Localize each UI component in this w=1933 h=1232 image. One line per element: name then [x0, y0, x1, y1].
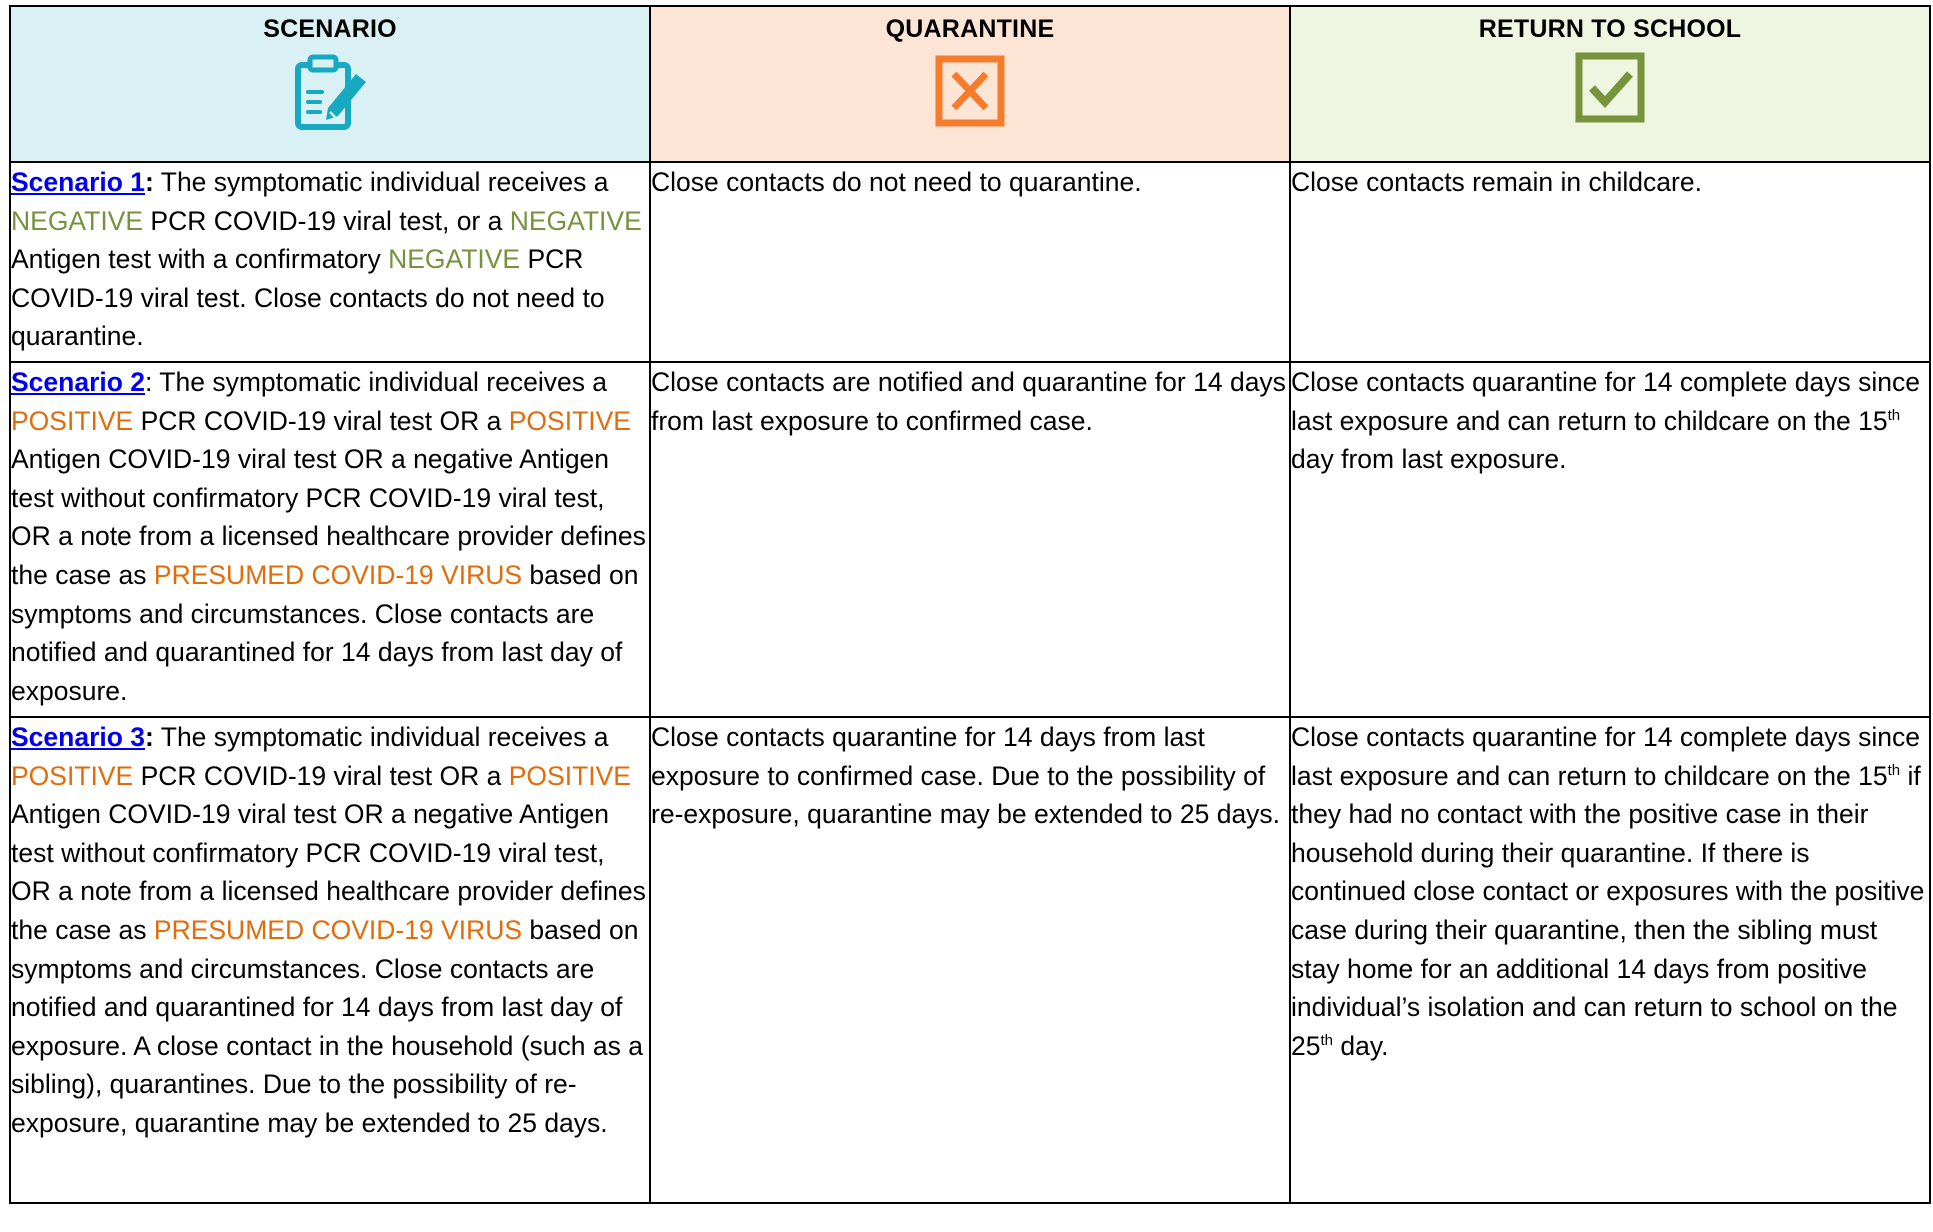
scenario-text: Antigen test with a confirmatory	[11, 244, 389, 275]
quarantine-text: Close contacts are notified and quarantine for 14 days from last exposure to confirmed case.	[651, 367, 1286, 436]
return-header-title: RETURN TO SCHOOL	[1478, 15, 1742, 43]
ordinal-suffix: th	[1887, 406, 1901, 424]
positive-keyword: POSITIVE	[11, 405, 134, 436]
table-row	[10, 362, 1930, 717]
page-cut-edge	[0, 1227, 1933, 1232]
quarantine-header-title: QUARANTINE	[885, 15, 1055, 43]
scenario-text: based on symptoms and circumstances. Close contacts are notified and quarantined for 14 days from last day of exposure.	[11, 559, 639, 706]
quarantine-cell	[650, 362, 1290, 717]
scenario-2-link[interactable]: Scenario 2	[11, 367, 146, 397]
scenario-cell	[10, 362, 650, 717]
negative-keyword: NEGATIVE	[509, 205, 642, 236]
return-text: Close contacts quarantine for 14 complete days since last exposure and can return to childcare on the 15	[1291, 367, 1920, 436]
quarantine-cell	[650, 162, 1290, 362]
x-box-icon	[930, 52, 1010, 132]
return-cell	[1290, 717, 1930, 1203]
quarantine-text: Close contacts quarantine for 14 days from last exposure to confirmed case. Due to the possibility of re-exposure, quarantine may be extended to 25 days.	[651, 722, 1281, 830]
table-row	[10, 162, 1930, 362]
scenario-text: PCR COVID-19 viral test. Close contacts do not need to quarantine.	[11, 244, 605, 352]
scenario-text: based on symptoms and circumstances. Close contacts are notified and quarantined for 14 days from last day of exposure. A close contact in the household (such as a sibling), quarantines. Due to the possibility of re-exposure, quarantine may be extended to 25 days.	[11, 914, 643, 1138]
guidance-table-container	[9, 5, 1929, 1204]
negative-keyword: NEGATIVE	[388, 244, 521, 275]
scenario-text: Antigen COVID-19 viral test OR a negative Antigen test without confirmatory PCR COVID-19 viral test, OR a note from a licensed healthcare provider defines the case as	[11, 799, 646, 945]
clipboard-edit-icon	[290, 52, 370, 132]
return-text: day from last exposure.	[1291, 444, 1567, 475]
negative-keyword: NEGATIVE	[11, 205, 144, 236]
presumed-keyword: PRESUMED COVID-19 VIRUS	[153, 914, 523, 945]
header-row	[10, 6, 1930, 162]
label-colon: :	[145, 722, 154, 752]
quarantine-text: Close contacts do not need to quarantine.	[651, 167, 1142, 197]
scenario-text: PCR COVID-19 viral test OR a	[133, 405, 509, 436]
quarantine-cell	[650, 717, 1290, 1203]
scenario-text: The symptomatic individual receives a	[152, 367, 608, 397]
scenario-3-link[interactable]: Scenario 3	[11, 722, 146, 752]
check-box-icon	[1570, 52, 1650, 132]
ordinal-suffix: th	[1887, 761, 1901, 779]
positive-keyword: POSITIVE	[508, 405, 631, 436]
scenario-text: PCR COVID-19 viral test OR a	[133, 760, 509, 791]
return-text: if they had no contact with the positive case in their household during their quarantine. If there is continued close contact or exposures with the positive case during their quarantine, then the sibling must stay home for an additional 14 days from positive individual’s isolation and can return to school on the 25	[1291, 760, 1925, 1061]
return-text: day.	[1333, 1030, 1389, 1061]
scenario-guidance-table	[9, 5, 1931, 1204]
presumed-keyword: PRESUMED COVID-19 VIRUS	[153, 559, 523, 590]
scenario-text: Antigen COVID-19 viral test OR a negative Antigen test without confirmatory PCR COVID-19 viral test, OR a note from a licensed healthcare provider defines the case as	[11, 444, 646, 590]
scenario-header	[10, 6, 650, 162]
label-colon: :	[145, 167, 154, 197]
scenario-cell	[10, 162, 650, 362]
scenario-text: The symptomatic individual receives a	[153, 167, 609, 197]
positive-keyword: POSITIVE	[11, 760, 134, 791]
scenario-cell	[10, 717, 650, 1203]
ordinal-suffix: th	[1320, 1031, 1333, 1049]
quarantine-header	[650, 6, 1290, 162]
scenario-text: PCR COVID-19 viral test, or a	[143, 205, 510, 236]
scenario-1-link[interactable]: Scenario 1	[11, 167, 146, 197]
return-text: Close contacts remain in childcare.	[1291, 167, 1702, 197]
return-to-school-header	[1290, 6, 1930, 162]
return-cell	[1290, 162, 1930, 362]
positive-keyword: POSITIVE	[508, 760, 631, 791]
scenario-header-title: SCENARIO	[263, 15, 397, 43]
return-cell	[1290, 362, 1930, 717]
table-row	[10, 717, 1930, 1203]
return-text: Close contacts quarantine for 14 complete days since last exposure and can return to childcare on the 15	[1291, 722, 1920, 791]
scenario-text: The symptomatic individual receives a	[153, 722, 609, 752]
label-colon: :	[145, 367, 153, 397]
